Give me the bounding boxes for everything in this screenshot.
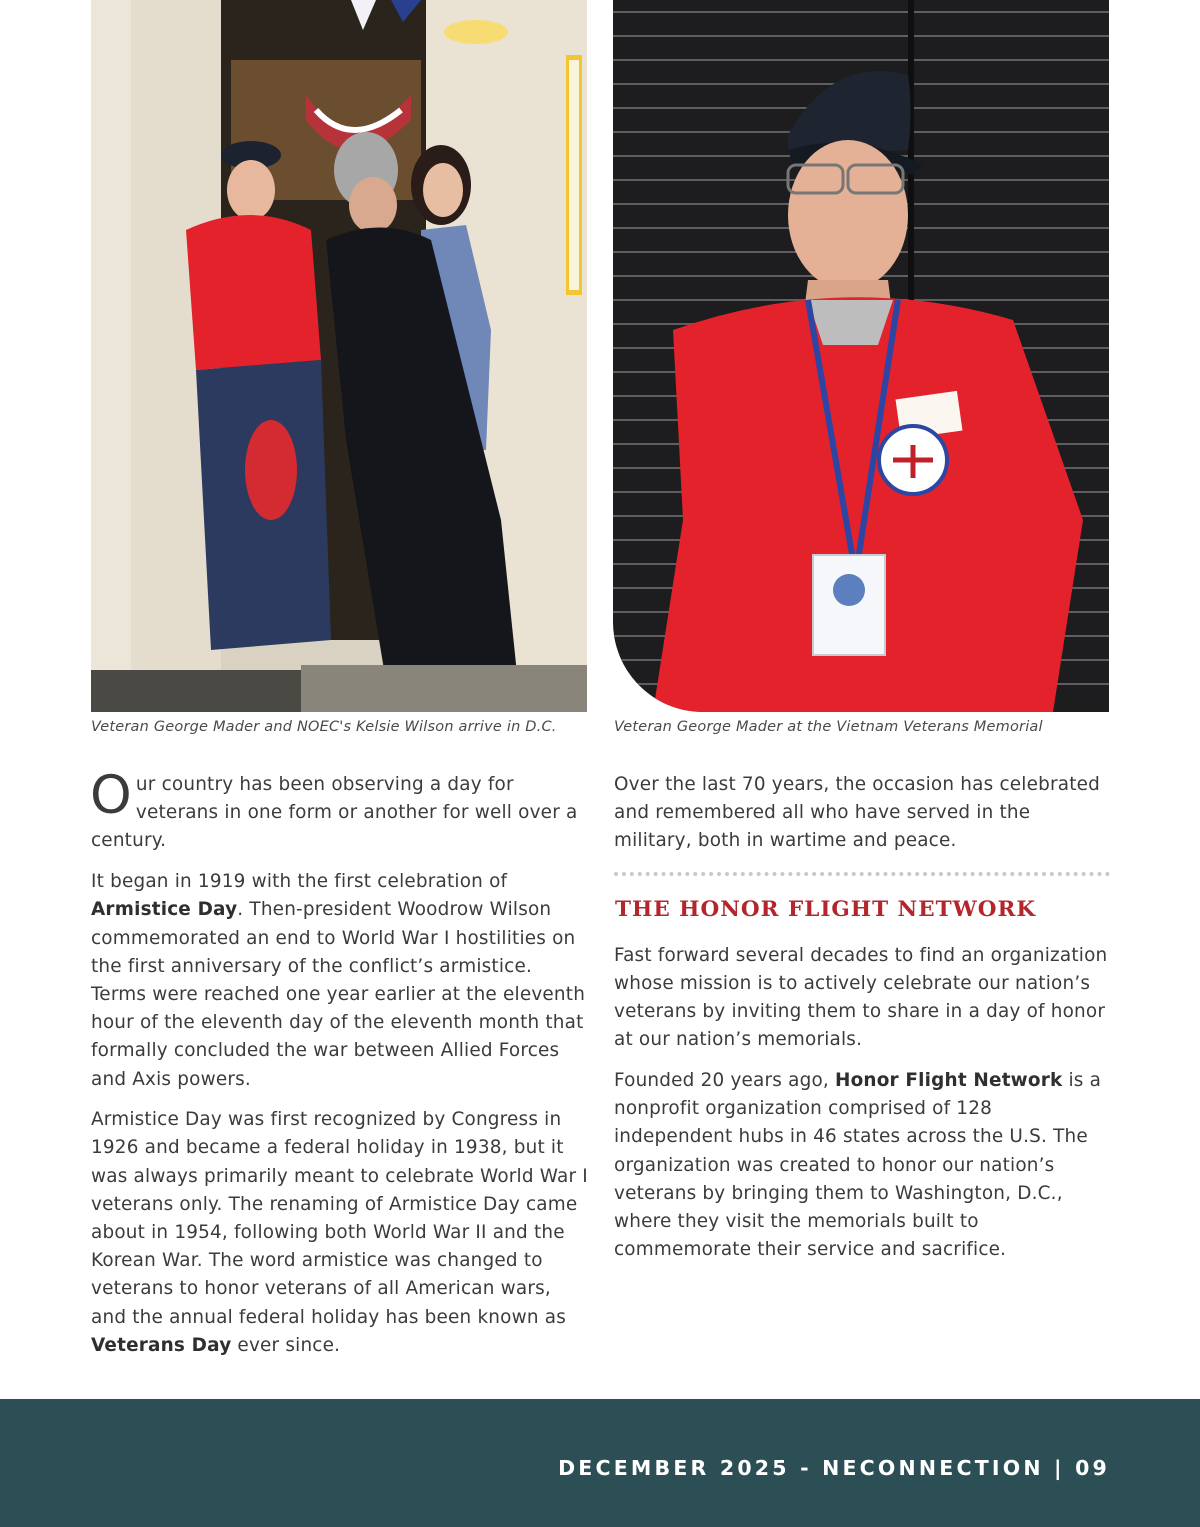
armistice-text-start: It began in 1919 with the first celebration of — [91, 871, 508, 893]
founded-text-rest: is a nonprofit organization comprised of 128 independent hubs in 46 states across the U.S. The organization was created to honor our nation’s veterans by bringing them to Washington, D.C., where they visit the memorials built to commemorate their service and sacrifice. — [614, 1069, 1102, 1261]
veterans-day-term: Veterans Day — [91, 1334, 232, 1356]
article-column-right — [614, 771, 1110, 1277]
dotted-divider — [614, 872, 1110, 876]
photo-caption-right: Veteran George Mader at the Vietnam Veterans Memorial — [614, 719, 1043, 735]
seventy-years-paragraph: Over the last 70 years, the occasion has celebrated and remembered all who have served in the military, both in wartime and peace. — [614, 774, 1100, 852]
intro-paragraph — [90, 765, 591, 856]
photo-arrival-illustration — [91, 0, 587, 712]
article-column-left — [90, 765, 591, 1373]
armistice-text-rest: . Then-president Woodrow Wilson commemorated an end to World War I hostilities on the first anniversary of the conflict’s armistice. Terms were reached one year earlier at the eleventh hour of the eleventh day of the eleventh month that formally concluded the war between Allied Forces and Axis powers. — [91, 899, 586, 1090]
footer-bar — [0, 1399, 1200, 1527]
photo-caption-left: Veteran George Mader and NOEC's Kelsie Wilson arrive in D.C. — [91, 719, 557, 735]
intro-text: ur country has been observing a day for veterans in one form or another for well over a century. — [91, 774, 578, 852]
founded-text-start: Founded 20 years ago, — [614, 1069, 835, 1091]
photo-arrival — [91, 0, 587, 712]
section-heading: THE HONOR FLIGHT NETWORK — [615, 896, 1037, 922]
photo-memorial-illustration — [613, 0, 1109, 712]
renaming-text-start: Armistice Day was first recognized by Congress in 1926 and became a federal holiday in 1938, but it was always primarily meant to celebrate World War I veterans only. The renaming of Armistice Day came about in 1954, following both World War II and the Korean War. The word armistice was changed to veterans to honor veterans of all American wars, and the annual federal holiday has been known as — [91, 1109, 588, 1328]
armistice-day-term: Armistice Day — [91, 899, 238, 921]
armistice-paragraph — [91, 868, 591, 1094]
drop-cap: O — [90, 765, 132, 826]
renaming-text-end: ever since. — [231, 1334, 341, 1356]
founded-paragraph — [614, 1067, 1110, 1264]
renaming-paragraph — [91, 1106, 591, 1360]
footer-issue-page: DECEMBER 2025 - NECONNECTION | 09 — [558, 1456, 1110, 1480]
mission-paragraph: Fast forward several decades to find an organization whose mission is to actively celebrate our nation’s veterans by inviting them to share in a day of honor at our nation’s memorials. — [614, 944, 1108, 1051]
honor-flight-network-term: Honor Flight Network — [834, 1069, 1063, 1091]
photo-memorial — [613, 0, 1109, 712]
